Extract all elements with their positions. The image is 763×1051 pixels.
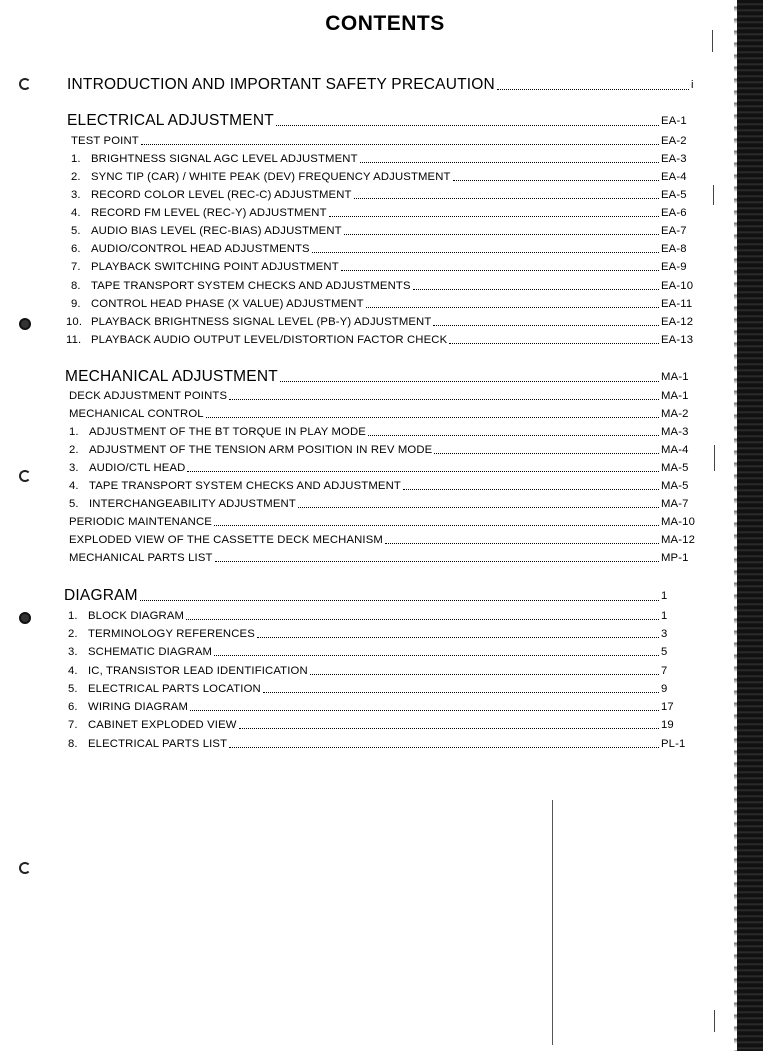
toc-entry[interactable] xyxy=(68,625,697,641)
toc-entry-page: MA-10 xyxy=(661,516,696,528)
dot-leader xyxy=(257,637,659,638)
section-heading-page: MA-1 xyxy=(661,371,689,383)
toc-entry-number: 6. xyxy=(71,243,81,255)
toc-entry-number: 10. xyxy=(66,316,83,328)
toc-entry-page: EA-4 xyxy=(661,171,687,183)
toc-entry-page: MA-5 xyxy=(661,480,689,492)
toc-entry-label: AUDIO/CONTROL HEAD ADJUSTMENTS xyxy=(91,243,310,255)
toc-entry-page: 17 xyxy=(661,701,674,713)
toc-entry[interactable] xyxy=(71,186,697,202)
toc-entry[interactable] xyxy=(68,735,697,751)
toc-entry-page: MA-5 xyxy=(661,462,689,474)
section-heading-label: DIAGRAM xyxy=(64,587,138,604)
toc-entry-number: 3. xyxy=(71,189,81,201)
toc-entry-label: WIRING DIAGRAM xyxy=(88,701,189,713)
toc-entry-label: BRIGHTNESS SIGNAL AGC LEVEL ADJUSTMENT xyxy=(91,153,358,165)
toc-entry-label: ADJUSTMENT OF THE TENSION ARM POSITION IN REV MODE xyxy=(89,444,433,456)
toc-entry[interactable] xyxy=(71,258,697,274)
dot-leader xyxy=(214,655,659,656)
dot-leader xyxy=(310,674,659,675)
toc-entry-label: CABINET EXPLODED VIEW xyxy=(88,719,237,731)
scan-binder-strip xyxy=(737,0,763,1051)
toc-entry-label: PERIODIC MAINTENANCE xyxy=(69,516,212,528)
punch-hole-mark xyxy=(19,318,31,330)
toc-entry-number: 8. xyxy=(68,738,78,750)
toc-entry-page: MA-3 xyxy=(661,426,689,438)
toc-entry-label: CONTROL HEAD PHASE (X VALUE) ADJUSTMENT xyxy=(91,298,364,310)
dot-leader xyxy=(140,600,659,601)
dot-leader xyxy=(385,543,659,544)
toc-entry[interactable] xyxy=(68,680,697,696)
toc-entry-page: EA-10 xyxy=(661,280,694,292)
toc-entry-number: 5. xyxy=(71,225,81,237)
dot-leader xyxy=(214,525,659,526)
toc-entry-label: MECHANICAL CONTROL xyxy=(69,408,204,420)
punch-hole-mark xyxy=(19,470,31,482)
toc-entry[interactable] xyxy=(69,441,697,457)
toc-entry-label: BLOCK DIAGRAM xyxy=(88,610,185,622)
toc-entry[interactable] xyxy=(68,662,697,678)
toc-entry-label: SYNC TIP (CAR) / WHITE PEAK (DEV) FREQUENCY ADJUSTMENT xyxy=(91,171,451,183)
toc-entry[interactable] xyxy=(68,607,697,623)
toc-entry-label: ELECTRICAL PARTS LIST xyxy=(88,738,228,750)
punch-hole-mark xyxy=(19,612,31,624)
toc-entry-number: 2. xyxy=(69,444,79,456)
toc-entry-label: PLAYBACK SWITCHING POINT ADJUSTMENT xyxy=(91,261,339,273)
toc-entry-label: TEST POINT xyxy=(71,135,139,147)
scan-margin-mark xyxy=(714,1010,715,1032)
toc-entry-page: EA-5 xyxy=(661,189,687,201)
dot-leader xyxy=(341,270,659,271)
dot-leader xyxy=(229,747,659,748)
dot-leader xyxy=(190,710,659,711)
toc-entry-label: MECHANICAL PARTS LIST xyxy=(69,552,213,564)
section-heading-label: ELECTRICAL ADJUSTMENT xyxy=(67,112,274,129)
toc-entry[interactable] xyxy=(69,387,697,403)
toc-entry[interactable] xyxy=(69,477,697,493)
punch-hole-mark xyxy=(19,78,31,90)
toc-entry-number: 5. xyxy=(69,498,79,510)
dot-leader xyxy=(433,325,659,326)
scan-binder-edge xyxy=(734,0,737,1051)
dot-leader xyxy=(360,162,659,163)
toc-entry-number: 1. xyxy=(71,153,81,165)
dot-leader xyxy=(344,234,659,235)
toc-entry[interactable] xyxy=(71,295,697,311)
toc-entry-page: EA-6 xyxy=(661,207,687,219)
dot-leader xyxy=(276,125,659,126)
toc-entry-page: 19 xyxy=(661,719,674,731)
toc-entry-page: EA-12 xyxy=(661,316,694,328)
section-heading-page: EA-1 xyxy=(661,115,687,127)
toc-entry-label: AUDIO/CTL HEAD xyxy=(89,462,186,474)
scan-margin-mark xyxy=(714,445,715,471)
toc-entry-label: TAPE TRANSPORT SYSTEM CHECKS AND ADJUSTMENT xyxy=(89,480,401,492)
toc-entry-page: EA-7 xyxy=(661,225,687,237)
section-heading-label: MECHANICAL ADJUSTMENT xyxy=(65,368,278,385)
toc-entry-number: 11. xyxy=(66,334,82,346)
toc-entry-page: 9 xyxy=(661,683,668,695)
dot-leader xyxy=(206,417,659,418)
section-heading-electrical[interactable] xyxy=(67,110,697,130)
dot-leader xyxy=(449,343,659,344)
toc-entry-page: MA-4 xyxy=(661,444,689,456)
toc-entry-page: i xyxy=(691,79,694,91)
toc-entry[interactable] xyxy=(69,459,697,475)
toc-entry-number: 5. xyxy=(68,683,78,695)
toc-entry-page: MA-1 xyxy=(661,390,689,402)
dot-leader xyxy=(298,507,659,508)
dot-leader xyxy=(239,728,659,729)
toc-entry-number: 3. xyxy=(69,462,79,474)
toc-entry[interactable] xyxy=(69,531,697,547)
toc-entry-page: 7 xyxy=(661,665,668,677)
toc-entry-number: 7. xyxy=(71,261,81,273)
dot-leader xyxy=(368,435,659,436)
toc-entry-label: PLAYBACK AUDIO OUTPUT LEVEL/DISTORTION FACTOR CHECK xyxy=(91,334,448,346)
toc-entry[interactable] xyxy=(71,132,697,148)
dot-leader xyxy=(497,89,689,90)
dot-leader xyxy=(329,216,659,217)
toc-entry[interactable] xyxy=(68,698,697,714)
dot-leader xyxy=(354,198,659,199)
toc-entry[interactable] xyxy=(71,168,697,184)
dot-leader xyxy=(312,252,659,253)
toc-entry[interactable] xyxy=(69,423,697,439)
dot-leader xyxy=(187,471,659,472)
dot-leader xyxy=(263,692,659,693)
toc-entry-number: 4. xyxy=(68,665,78,677)
dot-leader xyxy=(280,381,659,382)
toc-entry[interactable] xyxy=(66,331,697,347)
toc-entry-label: EXPLODED VIEW OF THE CASSETTE DECK MECHANISM xyxy=(69,534,383,546)
toc-entry-label: RECORD COLOR LEVEL (REC-C) ADJUSTMENT xyxy=(91,189,352,201)
toc-entry-number: 9. xyxy=(71,298,81,310)
section-heading-diagram[interactable] xyxy=(64,585,697,605)
toc-entry-number: 4. xyxy=(69,480,79,492)
toc-entry[interactable] xyxy=(68,716,697,732)
toc-entry[interactable] xyxy=(71,222,697,238)
toc-entry-page: 1 xyxy=(661,610,668,622)
dot-leader xyxy=(453,180,659,181)
toc-entry[interactable] xyxy=(68,643,697,659)
dot-leader xyxy=(366,307,659,308)
toc-entry-label: INTRODUCTION AND IMPORTANT SAFETY PRECAUTION xyxy=(67,76,495,93)
toc-entry-page: 5 xyxy=(661,646,668,658)
dot-leader xyxy=(186,619,659,620)
toc-entry[interactable] xyxy=(71,204,697,220)
scan-vertical-line xyxy=(552,800,553,1045)
toc-entry-label: ELECTRICAL PARTS LOCATION xyxy=(88,683,261,695)
toc-entry-number: 3. xyxy=(68,646,78,658)
toc-entry-number: 1. xyxy=(69,426,79,438)
toc-entry[interactable] xyxy=(66,313,697,329)
dot-leader xyxy=(434,453,659,454)
toc-entry[interactable] xyxy=(71,150,697,166)
scan-margin-mark xyxy=(713,185,714,205)
toc-entry-label: RECORD FM LEVEL (REC-Y) ADJUSTMENT xyxy=(91,207,327,219)
toc-entry[interactable] xyxy=(69,513,697,529)
dot-leader xyxy=(229,399,659,400)
toc-entry-label: INTERCHANGEABILITY ADJUSTMENT xyxy=(89,498,296,510)
toc-entry-page: MA-2 xyxy=(661,408,689,420)
toc-entry-label: AUDIO BIAS LEVEL (REC-BIAS) ADJUSTMENT xyxy=(91,225,342,237)
dot-leader xyxy=(413,289,659,290)
toc-entry[interactable] xyxy=(71,240,697,256)
toc-entry-label: TERMINOLOGY REFERENCES xyxy=(88,628,255,640)
toc-entry-page: MA-7 xyxy=(661,498,689,510)
toc-entry-page: EA-9 xyxy=(661,261,687,273)
toc-entry-label: DECK ADJUSTMENT POINTS xyxy=(69,390,228,402)
toc-entry-label: PLAYBACK BRIGHTNESS SIGNAL LEVEL (PB-Y) ADJUSTMENT xyxy=(91,316,432,328)
toc-entry-label: SCHEMATIC DIAGRAM xyxy=(88,646,213,658)
section-heading-page: 1 xyxy=(661,590,668,602)
scan-margin-mark xyxy=(712,30,713,52)
toc-entry-page: PL-1 xyxy=(661,738,686,750)
toc-entry-page: EA-3 xyxy=(661,153,687,165)
punch-hole-mark xyxy=(19,862,31,874)
toc-entry-label: IC, TRANSISTOR LEAD IDENTIFICATION xyxy=(88,665,308,677)
toc-entry[interactable] xyxy=(69,549,697,565)
toc-entry-number: 2. xyxy=(68,628,78,640)
toc-entry[interactable] xyxy=(69,405,697,421)
page-title: CONTENTS xyxy=(325,12,445,35)
toc-entry-label: TAPE TRANSPORT SYSTEM CHECKS AND ADJUSTMENTS xyxy=(91,280,411,292)
toc-entry-introduction[interactable] xyxy=(67,74,705,94)
toc-entry-page: EA-2 xyxy=(661,135,687,147)
toc-entry-page: EA-8 xyxy=(661,243,687,255)
toc-entry-label: ADJUSTMENT OF THE BT TORQUE IN PLAY MODE xyxy=(89,426,366,438)
dot-leader xyxy=(403,489,659,490)
toc-entry-page: 3 xyxy=(661,628,668,640)
toc-entry-number: 2. xyxy=(71,171,81,183)
section-heading-mechanical[interactable] xyxy=(65,366,697,386)
toc-entry-number: 6. xyxy=(68,701,78,713)
dot-leader xyxy=(215,561,659,562)
toc-entry-page: MP-1 xyxy=(661,552,689,564)
toc-entry-page: MA-12 xyxy=(661,534,696,546)
toc-entry-number: 7. xyxy=(68,719,78,731)
toc-entry-page: EA-11 xyxy=(661,298,693,310)
toc-entry[interactable] xyxy=(69,495,697,511)
toc-entry-number: 8. xyxy=(71,280,81,292)
toc-entry-number: 1. xyxy=(68,610,78,622)
dot-leader xyxy=(141,144,659,145)
toc-entry[interactable] xyxy=(71,277,697,293)
toc-entry-number: 4. xyxy=(71,207,81,219)
toc-entry-page: EA-13 xyxy=(661,334,694,346)
